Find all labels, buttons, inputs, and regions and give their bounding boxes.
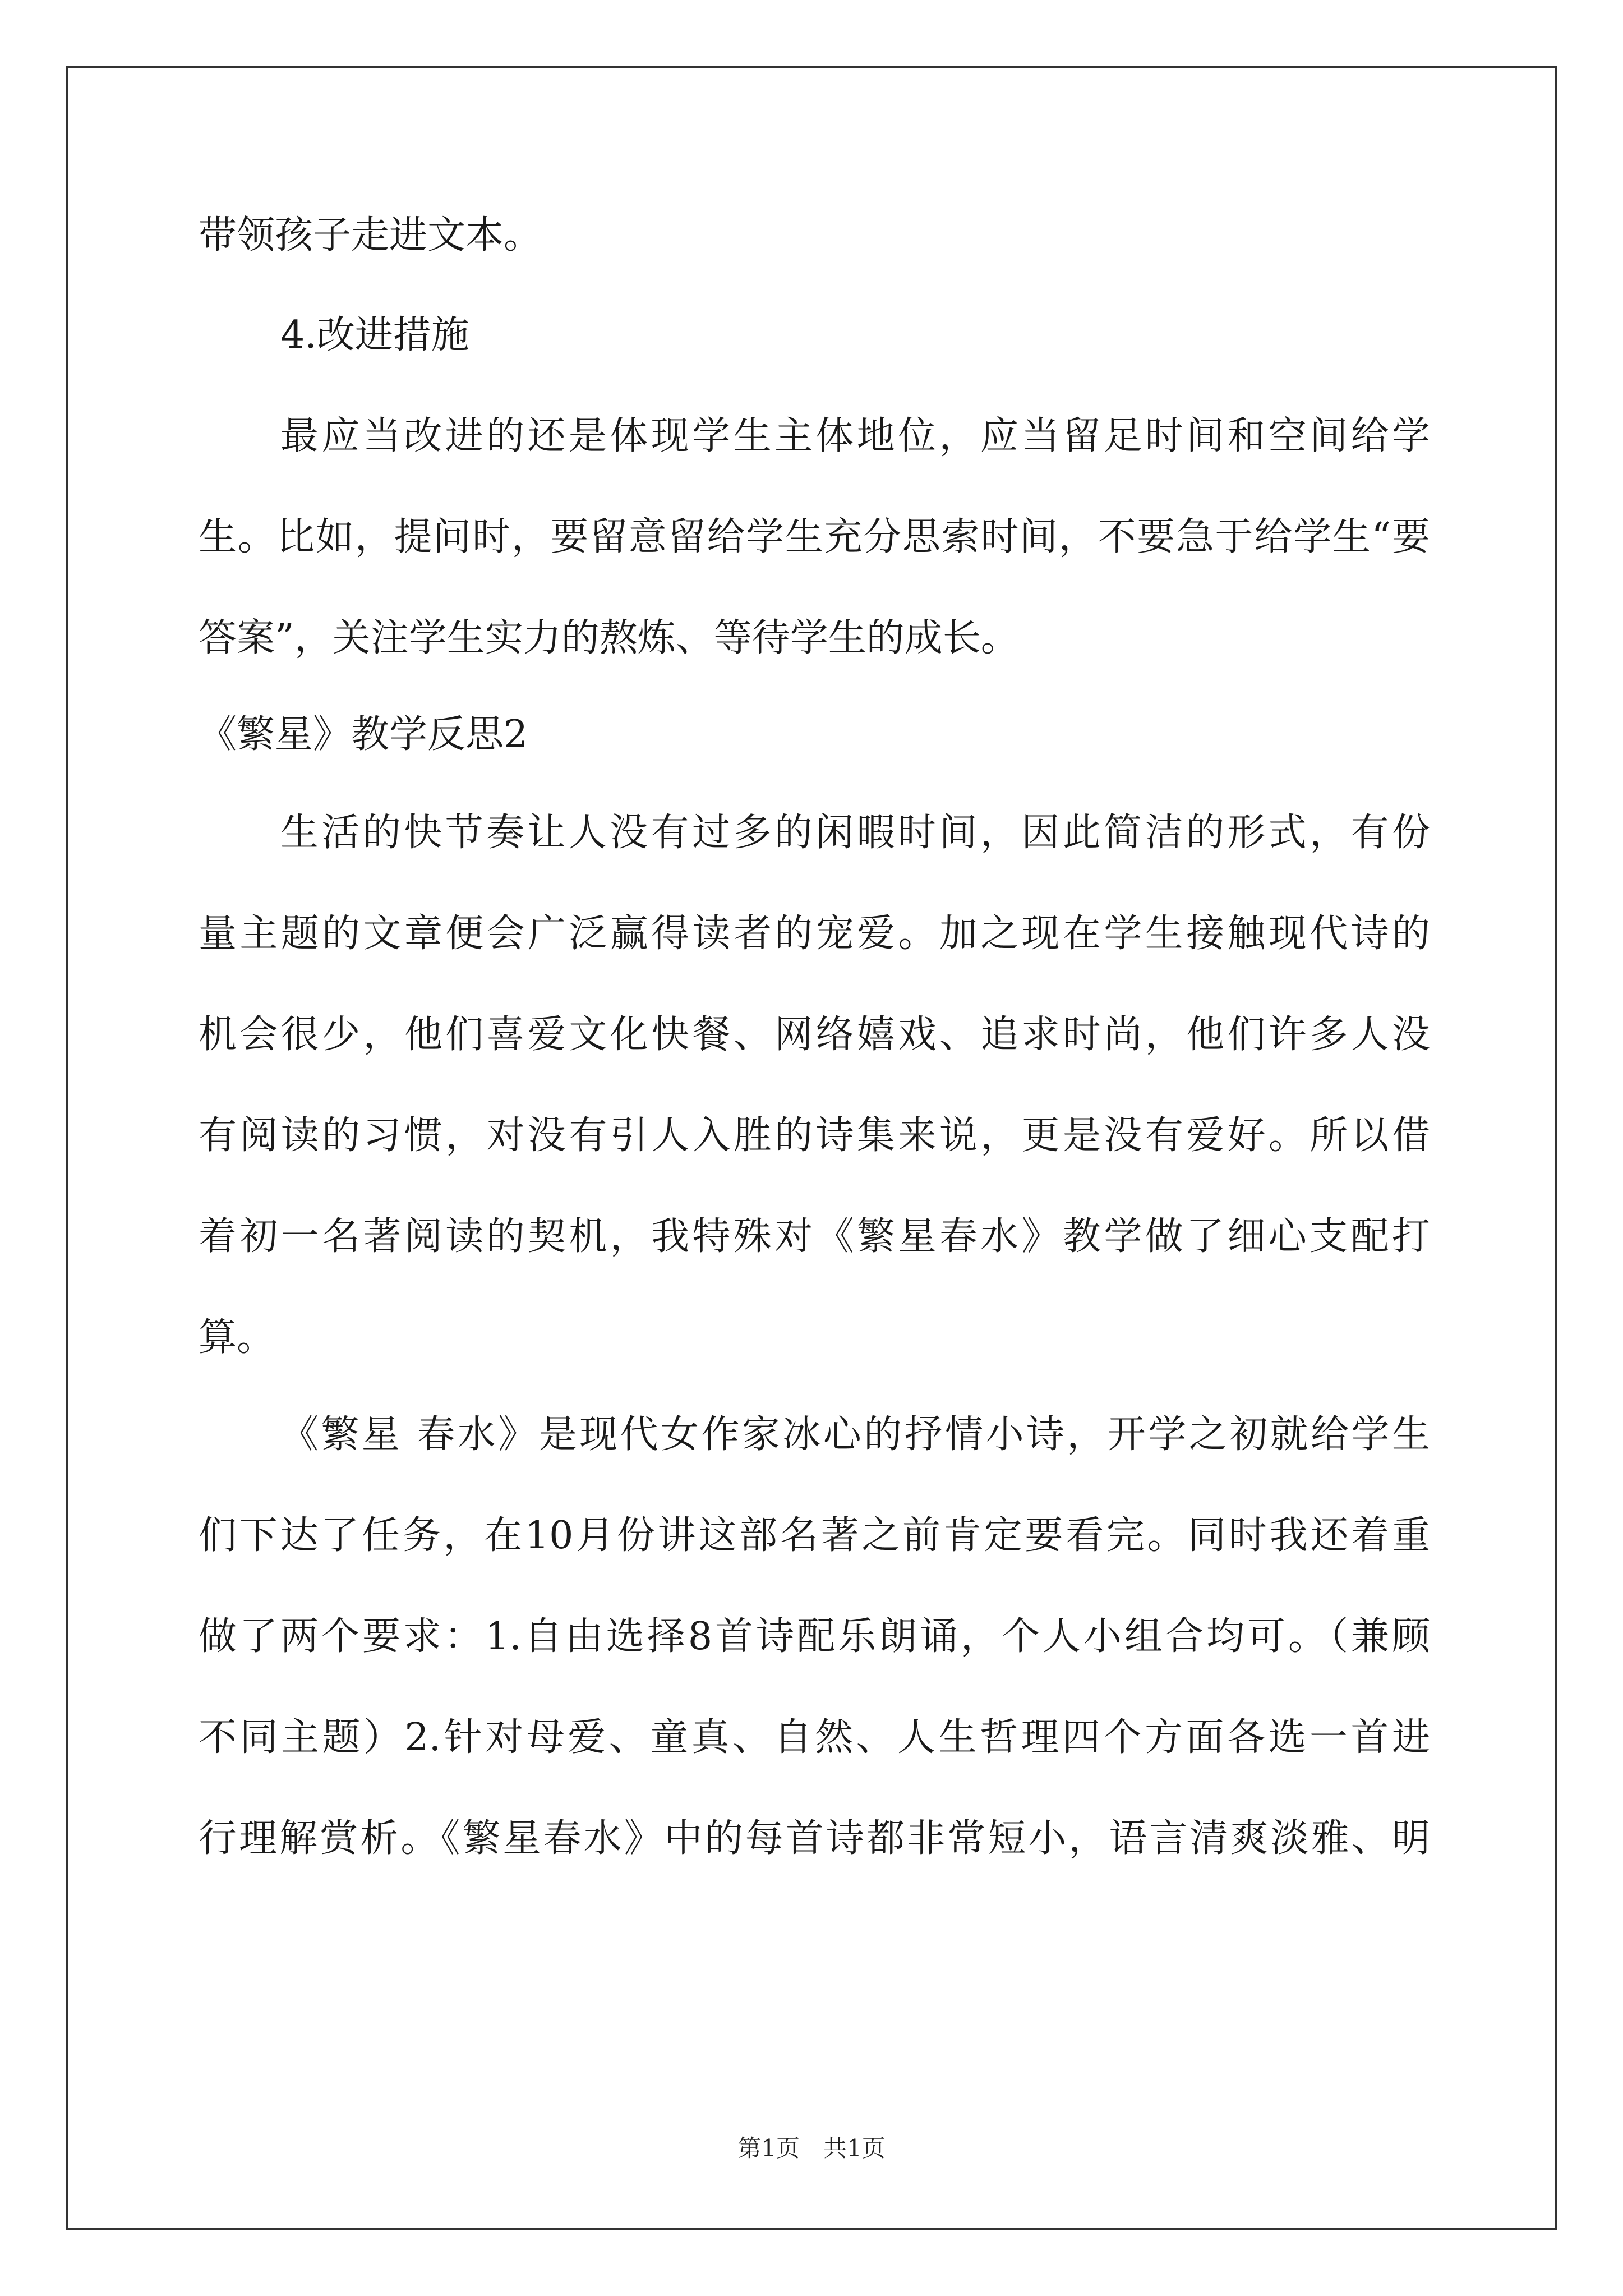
paragraph-line: 不同主题）2.针对母爱、童真、自然、人生哲理四个方面各选一首进 xyxy=(199,1715,1430,1760)
paragraph-line: 最应当改进的还是体现学生主体地位，应当留足时间和空间给学 xyxy=(280,414,1430,458)
section-heading: 4.改进措施 xyxy=(280,313,469,357)
paragraph-line: 生活的快节奏让人没有过多的闲暇时间，因此简洁的形式，有份 xyxy=(280,811,1430,855)
paragraph-line: 行理解赏析。《繁星春水》中的每首诗都非常短小，语言清爽淡雅、明 xyxy=(199,1816,1430,1861)
paragraph-line: 机会很少，他们喜爱文化快餐、网络嬉戏、追求时尚，他们许多人没 xyxy=(199,1013,1430,1057)
paragraph-line: 《繁星 春水》是现代女作家冰心的抒情小诗，开学之初就给学生 xyxy=(280,1412,1430,1457)
page-number: 第1页 共1页 xyxy=(737,2134,886,2162)
paragraph-line: 生。比如，提问时，要留意留给学生充分思索时间，不要急于给学生“要 xyxy=(199,515,1430,559)
paragraph-line: 有阅读的习惯，对没有引人入胜的诗集来说，更是没有爱好。所以借 xyxy=(199,1114,1430,1158)
paragraph-line: 算。 xyxy=(199,1315,275,1360)
article-title: 《繁星》教学反思2 xyxy=(199,712,528,757)
paragraph-line: 做了两个要求：1.自由选择8首诗配乐朗诵，个人小组合均可。（兼顾 xyxy=(199,1614,1430,1659)
paragraph-line: 答案”，关注学生实力的熬炼、等待学生的成长。 xyxy=(199,616,1019,660)
paragraph-line: 着初一名著阅读的契机，我特殊对《繁星春水》教学做了细心支配打 xyxy=(199,1214,1430,1259)
paragraph-line: 量主题的文章便会广泛赢得读者的宠爱。加之现在学生接触现代诗的 xyxy=(199,912,1430,956)
paragraph-line: 带领孩子走进文本。 xyxy=(199,213,542,257)
paragraph-line: 们下达了任务，在10月份讲这部名著之前肯定要看完。同时我还着重 xyxy=(199,1513,1430,1558)
